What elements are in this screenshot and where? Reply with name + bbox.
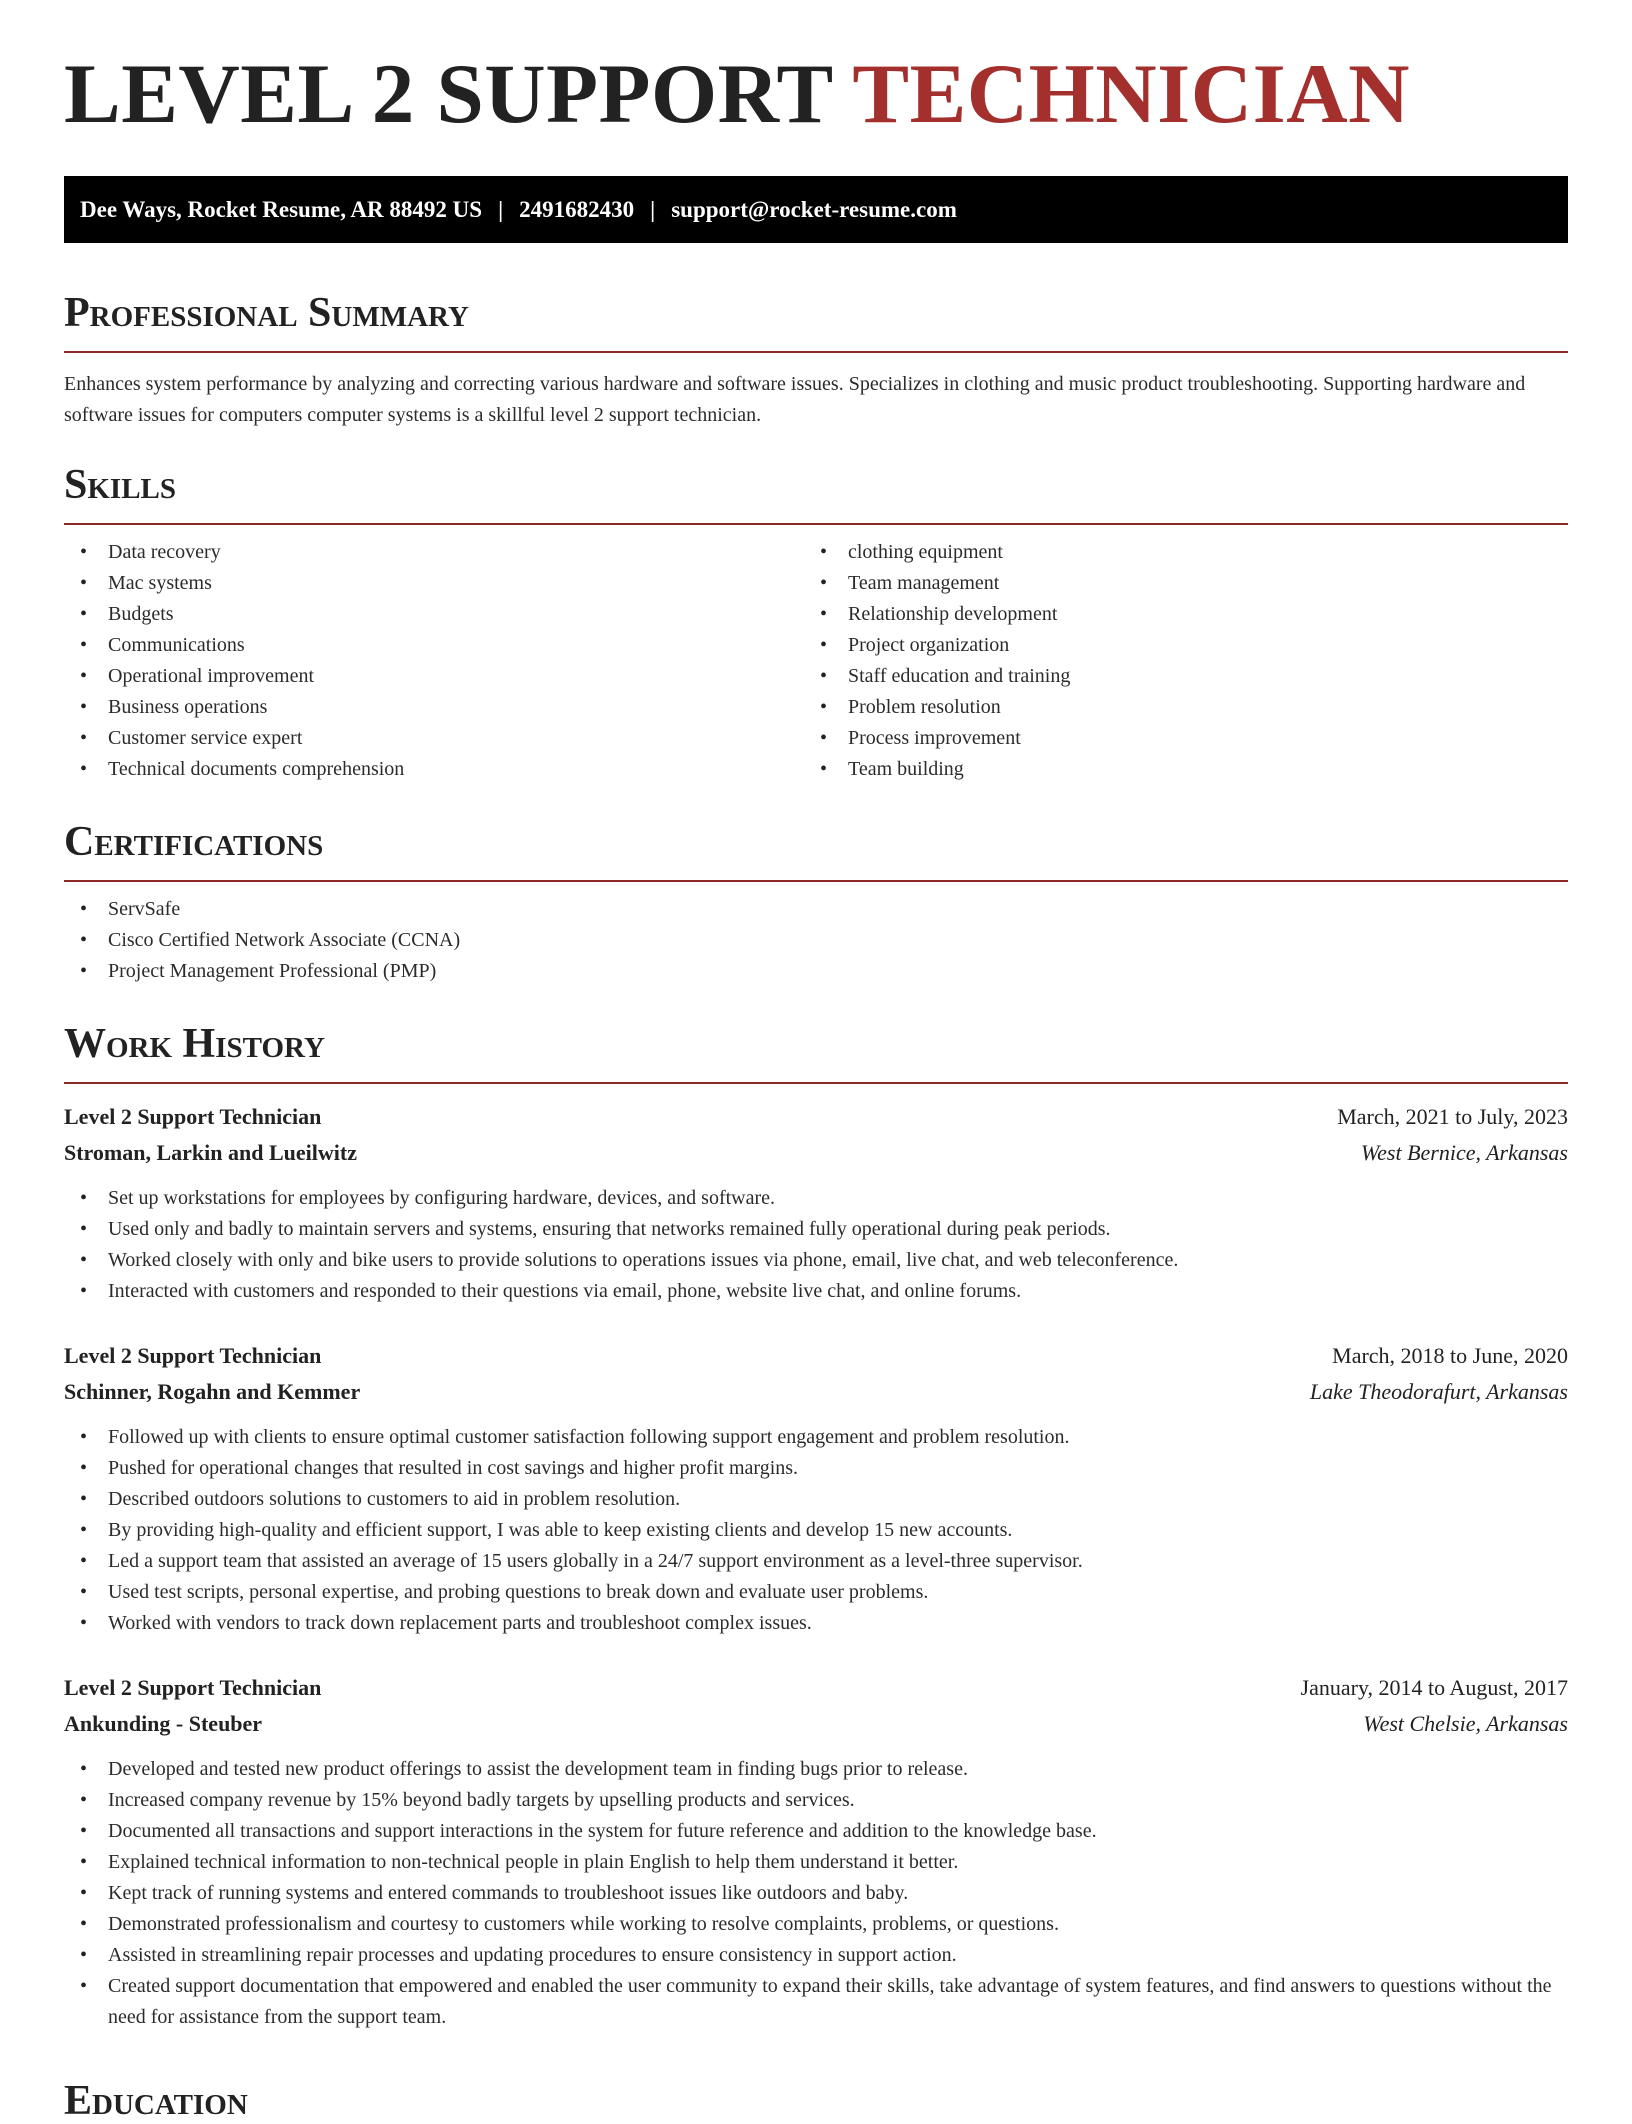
section-divider bbox=[64, 880, 1568, 882]
contact-separator: | bbox=[498, 196, 504, 222]
list-item: • Team building bbox=[804, 754, 1544, 785]
job-entry bbox=[64, 1338, 1568, 1639]
resume-title bbox=[64, 47, 1568, 141]
skills-columns bbox=[64, 537, 1568, 785]
skills-list-right bbox=[804, 537, 1544, 785]
list-item: • Explained technical information to non-technical people in plain English to help them understand it better. bbox=[64, 1847, 1568, 1878]
list-item: • Interacted with customers and responded to their questions via email, phone, website live chat, and online forums. bbox=[64, 1276, 1568, 1307]
list-item: • Technical documents comprehension bbox=[64, 754, 804, 785]
job-bullets bbox=[64, 1183, 1568, 1307]
list-item: • Customer service expert bbox=[64, 723, 804, 754]
job-location: West Bernice, Arkansas bbox=[1360, 1140, 1568, 1165]
job-list bbox=[64, 1099, 1568, 2033]
section-divider bbox=[64, 1082, 1568, 1084]
list-item: • Process improvement bbox=[804, 723, 1544, 754]
list-item: • Business operations bbox=[64, 692, 804, 723]
section-divider bbox=[64, 523, 1568, 525]
list-item: • Data recovery bbox=[64, 537, 804, 568]
contact-bar bbox=[64, 176, 1568, 243]
list-item: • Used only and badly to maintain servers and systems, ensuring that networks remained fully operational during peak periods. bbox=[64, 1214, 1568, 1245]
work-history-heading: Work History bbox=[64, 1021, 325, 1067]
job-entry bbox=[64, 1670, 1568, 2033]
list-item: • clothing equipment bbox=[804, 537, 1544, 568]
list-item: • Demonstrated professionalism and courtesy to customers while working to resolve complaints, problems, or questions. bbox=[64, 1909, 1568, 1940]
list-item: • Developed and tested new product offerings to assist the development team in finding bugs prior to release. bbox=[64, 1754, 1568, 1785]
list-item: • Described outdoors solutions to customers to aid in problem resolution. bbox=[64, 1484, 1568, 1515]
summary-text: Enhances system performance by analyzing and correcting various hardware and software issues. Specializes in clothing and music product troubleshooting. Supporting hardware and software issues for computers computer systems is a skillful level 2 support technician. bbox=[64, 373, 1526, 426]
list-item: • Led a support team that assisted an average of 15 users globally in a 24/7 support environment as a level-three supervisor. bbox=[64, 1546, 1568, 1577]
section-divider bbox=[64, 351, 1568, 353]
skills-column-right bbox=[804, 537, 1544, 785]
list-item: • Staff education and training bbox=[804, 661, 1544, 692]
job-title: Level 2 Support Technician bbox=[64, 1675, 322, 1700]
list-item: • Communications bbox=[64, 630, 804, 661]
list-item: • By providing high-quality and efficient support, I was able to keep existing clients and develop 15 new accounts. bbox=[64, 1515, 1568, 1546]
job-title: Level 2 Support Technician bbox=[64, 1104, 322, 1129]
job-company-row bbox=[64, 1706, 1568, 1742]
list-item: • Relationship development bbox=[804, 599, 1544, 630]
contact-separator: | bbox=[650, 196, 656, 222]
list-item: • Assisted in streamlining repair processes and updating procedures to ensure consistency in support action. bbox=[64, 1940, 1568, 1971]
job-location: Lake Theodorafurt, Arkansas bbox=[1309, 1379, 1568, 1404]
list-item: • Project Management Professional (PMP) bbox=[64, 956, 1568, 987]
list-item: • Worked with vendors to track down replacement parts and troubleshoot complex issues. bbox=[64, 1608, 1568, 1639]
certifications-list bbox=[64, 894, 1568, 987]
list-item: • Pushed for operational changes that resulted in cost savings and higher profit margins. bbox=[64, 1453, 1568, 1484]
title-main: LEVEL 2 SUPPORT bbox=[64, 47, 833, 141]
job-entry bbox=[64, 1099, 1568, 1307]
job-dates: January, 2014 to August, 2017 bbox=[1300, 1675, 1568, 1700]
contact-phone: 2491682430 bbox=[519, 196, 635, 222]
list-item: • Mac systems bbox=[64, 568, 804, 599]
job-company-row bbox=[64, 1374, 1568, 1410]
job-dates: March, 2018 to June, 2020 bbox=[1332, 1343, 1568, 1368]
certifications-section bbox=[64, 821, 1568, 987]
list-item: • Increased company revenue by 15% beyond badly targets by upselling products and services. bbox=[64, 1785, 1568, 1816]
job-header-row bbox=[64, 1670, 1568, 1706]
skills-list-left bbox=[64, 537, 804, 785]
job-company-row bbox=[64, 1135, 1568, 1171]
contact-address: Dee Ways, Rocket Resume, AR 88492 US bbox=[80, 196, 483, 222]
summary-section bbox=[64, 292, 1568, 431]
job-company: Ankunding - Steuber bbox=[64, 1711, 263, 1736]
job-header-row bbox=[64, 1338, 1568, 1374]
skills-section bbox=[64, 464, 1568, 785]
list-item: • Project organization bbox=[804, 630, 1544, 661]
job-company: Stroman, Larkin and Lueilwitz bbox=[64, 1140, 357, 1165]
job-bullets bbox=[64, 1422, 1568, 1639]
job-bullets bbox=[64, 1754, 1568, 2033]
skills-heading: Skills bbox=[64, 462, 177, 508]
list-item: • Operational improvement bbox=[64, 661, 804, 692]
list-item: • Set up workstations for employees by configuring hardware, devices, and software. bbox=[64, 1183, 1568, 1214]
job-dates: March, 2021 to July, 2023 bbox=[1337, 1104, 1568, 1129]
resume-header bbox=[64, 0, 1568, 141]
job-location: West Chelsie, Arkansas bbox=[1363, 1711, 1568, 1736]
list-item: • Worked closely with only and bike users to provide solutions to operations issues via phone, email, live chat, and web teleconference. bbox=[64, 1245, 1568, 1276]
job-title: Level 2 Support Technician bbox=[64, 1343, 322, 1368]
list-item: • Kept track of running systems and entered commands to troubleshoot issues like outdoors and baby. bbox=[64, 1878, 1568, 1909]
contact-email: support@rocket-resume.com bbox=[671, 196, 957, 222]
list-item: • Budgets bbox=[64, 599, 804, 630]
list-item: • Cisco Certified Network Associate (CCNA) bbox=[64, 925, 1568, 956]
summary-heading: Professional Summary bbox=[64, 290, 469, 336]
list-item: • Problem resolution bbox=[804, 692, 1544, 723]
skills-column-left bbox=[64, 537, 804, 785]
title-accent: TECHNICIAN bbox=[852, 47, 1410, 141]
job-header-row bbox=[64, 1099, 1568, 1135]
list-item: • ServSafe bbox=[64, 894, 1568, 925]
certifications-heading: Certifications bbox=[64, 819, 324, 865]
list-item: • Followed up with clients to ensure optimal customer satisfaction following support engagement and problem resolution. bbox=[64, 1422, 1568, 1453]
work-history-section bbox=[64, 1023, 1568, 2033]
education-section bbox=[64, 2080, 1568, 2122]
list-item: • Documented all transactions and support interactions in the system for future reference and addition to the knowledge base. bbox=[64, 1816, 1568, 1847]
job-company: Schinner, Rogahn and Kemmer bbox=[64, 1379, 361, 1404]
education-heading: Education bbox=[64, 2078, 248, 2124]
list-item: • Created support documentation that empowered and enabled the user community to expand their skills, take advantage of system features, and find answers to questions without the need for assistance from the support team. bbox=[64, 1971, 1568, 2033]
list-item: • Team management bbox=[804, 568, 1544, 599]
list-item: • Used test scripts, personal expertise, and probing questions to break down and evaluate user problems. bbox=[64, 1577, 1568, 1608]
